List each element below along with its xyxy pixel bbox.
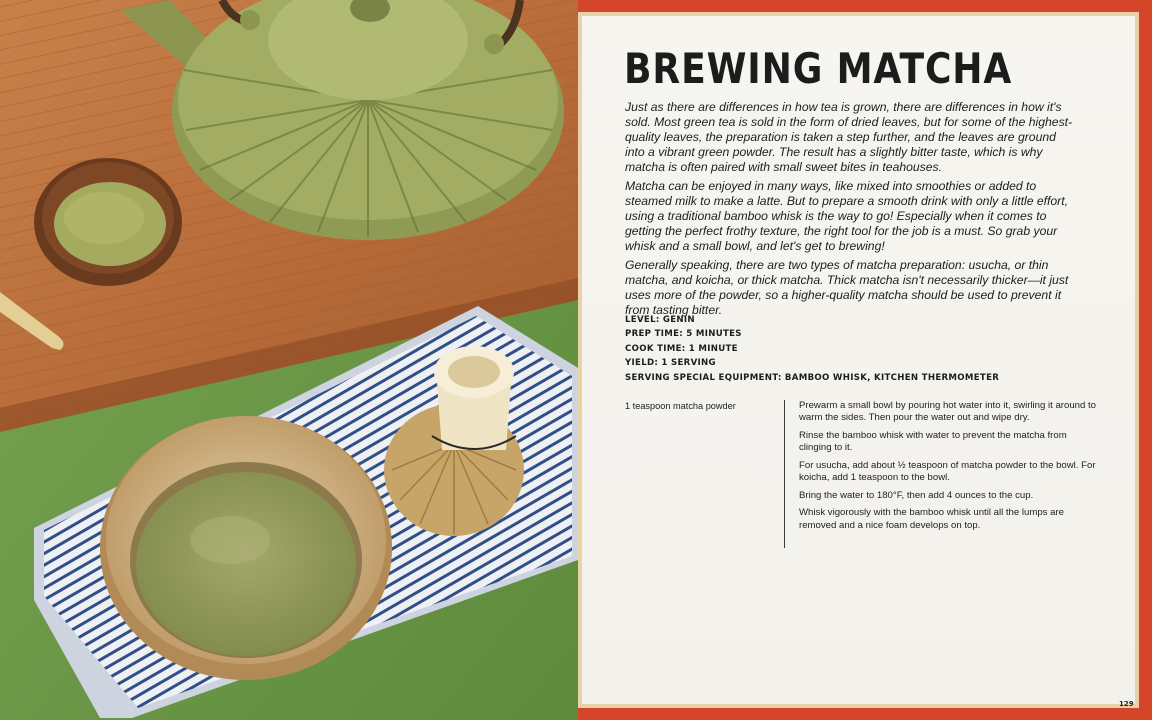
step-item: Bring the water to 180°F, then add 4 ounces to the cup. <box>799 489 1034 501</box>
ingredient-item: 1 teaspoon matcha powder <box>625 401 736 411</box>
matcha-powder-bowl-icon <box>34 158 182 286</box>
recipe-title: BREWING MATCHA <box>624 44 1013 93</box>
tea-bowl-icon <box>100 416 392 680</box>
step-item: Prewarm a small bowl by pouring hot water into it, swirling it around to warm the sides. Then pour the water out and wipe dry. <box>799 400 1097 424</box>
column-divider <box>784 400 785 548</box>
meta-cook-time: COOK TIME: 1 MINUTE <box>625 343 738 354</box>
recipe-meta <box>625 313 999 385</box>
meta-prep-time: PREP TIME: 5 MINUTES <box>625 329 742 340</box>
recipe-intro <box>625 100 1077 322</box>
step-item: Rinse the bamboo whisk with water to prevent the matcha from clinging to it. <box>799 429 1067 454</box>
meta-equipment: SERVING SPECIAL EQUIPMENT: BAMBOO WHISK, KITCHEN THERMOMETER <box>625 372 1000 383</box>
intro-paragraph: Generally speaking, there are two types of matcha preparation: usucha, or thin matcha, and koicha, or thick matcha. Thick matcha isn't necessarily thicker—it just uses more of the powder, so a higher-quality matcha should be used to prevent it from tasting bitter. <box>625 258 1069 317</box>
steps-list <box>799 400 1099 537</box>
paper-border <box>578 12 1139 708</box>
meta-yield: YIELD: 1 SERVING <box>625 358 716 369</box>
meta-level: LEVEL: GENIN <box>625 315 695 325</box>
intro-paragraph: Just as there are differences in how tea is grown, there are differences in how it's sold. Most green tea is sold in the form of dried leaves, but for some of the highest-quality leaves, the preparation is taken a step further, and the leaves are ground into a vibrant green powder. The result has a slightly bitter taste, which is why matcha is often paired with small sweet bites in teahouses. <box>625 100 1073 174</box>
recipe-page <box>578 0 1152 720</box>
step-item: For usucha, add about ½ teaspoon of matcha powder to the bowl. For koicha, add 1 teaspoon to the bowl. <box>799 459 1096 484</box>
page-number: 129 <box>1119 700 1134 708</box>
step-item: Whisk vigorously with the bamboo whisk until all the lumps are removed and a nice foam develops on top. <box>799 507 1065 531</box>
ingredients-list <box>625 401 775 411</box>
paper-sheet <box>582 16 1135 708</box>
intro-paragraph: Matcha can be enjoyed in many ways, like mixed into smoothies or added to steamed milk to make a latte. But to prepare a smooth drink with only a little effort, using a traditional bamboo whisk is the way to go! Especially when it comes to getting the perfect frothy texture, the right tool for the job is a must. So grab your whisk and a small bowl, and let's get to brewing! <box>625 179 1069 253</box>
